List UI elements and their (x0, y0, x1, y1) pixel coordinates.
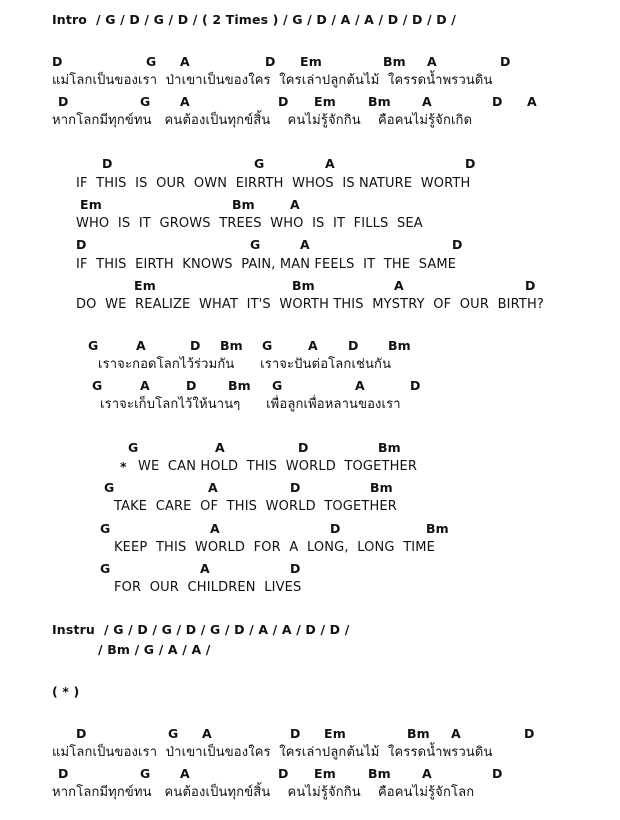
chord: D (190, 338, 201, 353)
lyric-line: IF THIS IS OUR OWN EIRRTH WHOS IS NATURE WORTH (76, 176, 471, 191)
lyric-line: IF THIS EIRTH KNOWS PAIN, MAN FEELS IT THE SAME (76, 257, 457, 272)
chord: Bm (378, 440, 401, 455)
chord: D (492, 766, 503, 781)
repeat-chorus-marker: ( * ) (52, 684, 80, 699)
chord: G (128, 440, 139, 455)
chord: G (262, 338, 273, 353)
chord: D (290, 726, 301, 741)
lyric-line: เราจะกอดโลกไว้ร่วมกัน เราจะปันต่อโลกเช่นกัน (98, 357, 392, 372)
chord: Em (134, 278, 156, 293)
lyric-line: TAKE CARE OF THIS WORLD TOGETHER (114, 499, 397, 514)
chord: D (76, 726, 87, 741)
chord: G (254, 156, 265, 171)
chord: D (102, 156, 113, 171)
chord: A (308, 338, 318, 353)
chord: D (465, 156, 476, 171)
lyric-line: DO WE REALIZE WHAT IT'S WORTH THIS MYSTRY OF OUR BIRTH? (76, 297, 544, 312)
chord: D (278, 766, 289, 781)
chord: G (104, 480, 115, 495)
chord: Bm (368, 766, 391, 781)
chord: D (492, 94, 503, 109)
chord: G (92, 378, 103, 393)
chord: Bm (368, 94, 391, 109)
lyric-line: WE CAN HOLD THIS WORLD TOGETHER (138, 459, 418, 474)
chord: Em (80, 197, 102, 212)
chord: Bm (220, 338, 243, 353)
chord: A (290, 197, 300, 212)
intro-progression: / G / D / G / D / ( 2 Times ) / G / D / A / A / D / D / D / (96, 12, 456, 27)
chord: Em (314, 766, 336, 781)
chord: Em (300, 54, 322, 69)
chord: G (88, 338, 99, 353)
chord: D (58, 94, 69, 109)
chord: A (325, 156, 335, 171)
chord: A (200, 561, 210, 576)
lyric-line: เราจะเก็บโลกไว้ให้นานๆ เพื่อลูกเพื่อหลานของเรา (100, 397, 401, 412)
lyric-line: แม่โลกเป็นของเรา ป่าเขาเป็นของใคร ใครเล่าปลูกต้นไม้ ใครรดน้ำพรวนดิน (52, 745, 493, 760)
chord: D (290, 561, 301, 576)
chord: Bm (370, 480, 393, 495)
chord: A (422, 766, 432, 781)
instru-progression: / G / D / G / D / G / D / A / A / D / D / (104, 622, 350, 637)
chord: D (58, 766, 69, 781)
chord: A (180, 766, 190, 781)
chord: Bm (232, 197, 255, 212)
chord: Bm (426, 521, 449, 536)
chord: Bm (228, 378, 251, 393)
chord: A (208, 480, 218, 495)
chord: G (168, 726, 179, 741)
lyric-line: FOR OUR CHILDREN LIVES (114, 580, 302, 595)
lyric-line: KEEP THIS WORLD FOR A LONG, LONG TIME (114, 540, 436, 555)
chord: D (52, 54, 63, 69)
chord: A (355, 378, 365, 393)
lyric-line: หากโลกมีทุกข์ทน คนต้องเป็นทุกข์สิ้น คนไม่รู้จักกิน คือคนไม่รู้จักเกิด (52, 113, 473, 128)
chord: D (500, 54, 511, 69)
chord: A (210, 521, 220, 536)
chord: D (410, 378, 421, 393)
chord: D (278, 94, 289, 109)
chord: A (215, 440, 225, 455)
instru-label: Instru (52, 622, 95, 637)
chord: Bm (292, 278, 315, 293)
lyric-line: WHO IS IT GROWS TREES WHO IS IT FILLS SEA (76, 216, 423, 231)
chord: A (136, 338, 146, 353)
chord: A (202, 726, 212, 741)
chord: A (451, 726, 461, 741)
chord: G (250, 237, 261, 252)
chord: A (180, 54, 190, 69)
chord: D (452, 237, 463, 252)
chord: D (525, 278, 536, 293)
chord: A (394, 278, 404, 293)
chord: A (140, 378, 150, 393)
chord: A (527, 94, 537, 109)
chord: G (272, 378, 283, 393)
chord: A (300, 237, 310, 252)
intro-label: Intro (52, 12, 88, 27)
chord: G (100, 561, 111, 576)
chord: G (146, 54, 157, 69)
chord: D (186, 378, 197, 393)
chord: D (330, 521, 341, 536)
chord: G (140, 94, 151, 109)
chord: G (100, 521, 111, 536)
chord: D (524, 726, 535, 741)
instru-progression: / Bm / G / A / A / (98, 642, 211, 657)
chord: D (290, 480, 301, 495)
lyric-line: หากโลกมีทุกข์ทน คนต้องเป็นทุกข์สิ้น คนไม่รู้จักกิน คือคนไม่รู้จักโลก (52, 785, 475, 800)
chord: D (348, 338, 359, 353)
chord: D (76, 237, 87, 252)
chord: G (140, 766, 151, 781)
chord: Bm (407, 726, 430, 741)
chorus-marker: * (120, 459, 127, 474)
chord: D (298, 440, 309, 455)
chord: A (180, 94, 190, 109)
chord: Bm (383, 54, 406, 69)
chord: A (422, 94, 432, 109)
chord: A (427, 54, 437, 69)
chord: D (265, 54, 276, 69)
chord: Em (314, 94, 336, 109)
lyric-line: แม่โลกเป็นของเรา ป่าเขาเป็นของใคร ใครเล่าปลูกต้นไม้ ใครรดน้ำพรวนดิน (52, 73, 493, 88)
chord: Bm (388, 338, 411, 353)
chord: Em (324, 726, 346, 741)
